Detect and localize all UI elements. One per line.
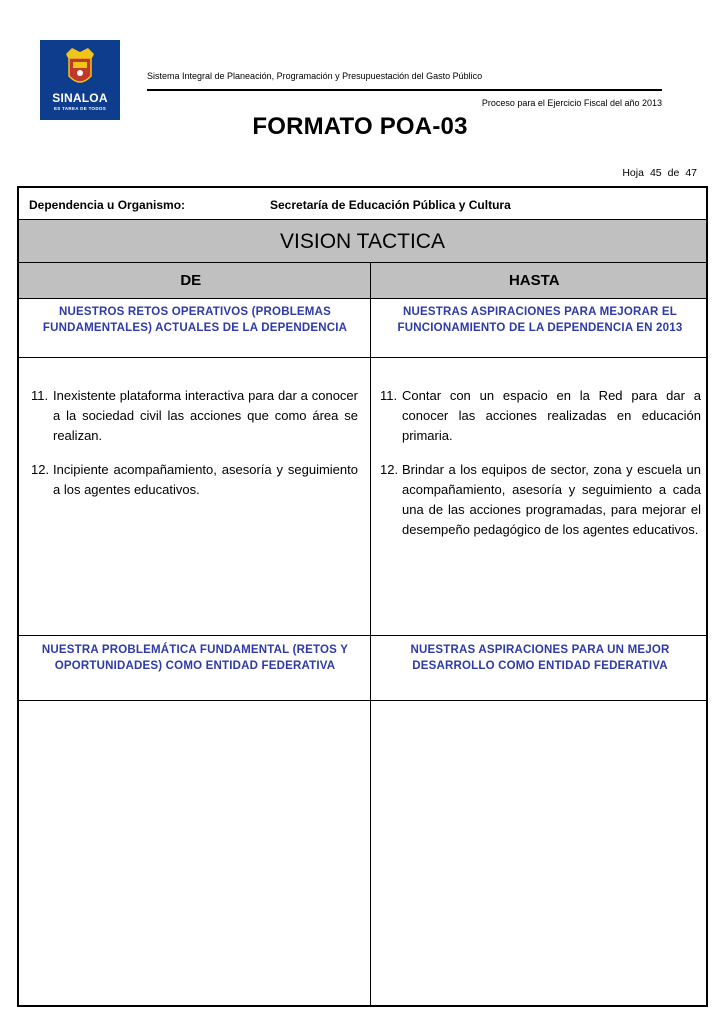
sec1-right-heading: NUESTRAS ASPIRACIONES PARA MEJORAR EL FUNCIONAMIENTO DE LA DEPENDENCIA EN 2013 (397, 306, 683, 334)
left-list (31, 386, 358, 514)
right-list (380, 386, 701, 554)
sec2-right-heading: NUESTRAS ASPIRACIONES PARA UN MEJOR DESARROLLO COMO ENTIDAD FEDERATIVA (410, 644, 670, 672)
sinaloa-logo (40, 40, 120, 120)
dependency-row (19, 188, 706, 220)
header-divider (147, 89, 662, 91)
form-frame (17, 186, 708, 1007)
list-item: 11. Contar con un espacio en la Red para dar a conocer las acciones realizadas en educación primaria. (380, 388, 701, 443)
dependency-label: Dependencia u Organismo: (29, 198, 186, 212)
col-to-header: HASTA (508, 272, 560, 289)
sec2-heading-divider (19, 700, 706, 701)
list-item: 12. Brindar a los equipos de sector, zona y escuela un acompañamiento, asesoría y seguimiento a cada una de las acciones programadas, para mejorar el desempeño pedagógico de los agentes educativos. (380, 462, 701, 537)
sheet-counter (616, 167, 697, 179)
sheet-total: 47 (685, 167, 697, 179)
sec1-left-heading: NUESTROS RETOS OPERATIVOS (PROBLEMAS FUNDAMENTALES) ACTUALES DE LA DEPENDENCIA (42, 306, 348, 334)
sec1-heading-divider (19, 357, 706, 358)
sec2-top-divider (19, 635, 706, 636)
logo-tagline: ES TAREA DE TODOS (53, 106, 107, 111)
list-item: 12. Incipiente acompañamiento, asesoría y seguimiento a los agentes educativos. (31, 462, 358, 497)
form-title: FORMATO POA-03 (252, 113, 468, 140)
column-header-row (19, 263, 706, 299)
logo-text: SINALOA (52, 91, 108, 105)
dependency-value: Secretaría de Educación Pública y Cultura (270, 198, 511, 212)
sheet-number: 45 (649, 167, 662, 179)
system-title: Sistema Integral de Planeación, Programación y Presupuestación del Gasto Público (147, 71, 483, 81)
process-text: Proceso para el Ejercicio Fiscal del año 2013 (481, 98, 662, 108)
sec2-left-heading: NUESTRA PROBLEMÁTICA FUNDAMENTAL (RETOS Y OPORTUNIDADES) COMO ENTIDAD FEDERATIVA (41, 644, 349, 672)
sheet-of: de (667, 167, 680, 179)
col-from-header: DE (180, 272, 202, 289)
sheet-label: Hoja (622, 167, 644, 179)
list-item: 11. Inexistente plataforma interactiva para dar a conocer a la sociedad civil las acciones que como área se realizan. (31, 388, 358, 443)
coat-of-arms-icon (62, 46, 98, 90)
section-title: VISION TACTICA (19, 220, 706, 263)
